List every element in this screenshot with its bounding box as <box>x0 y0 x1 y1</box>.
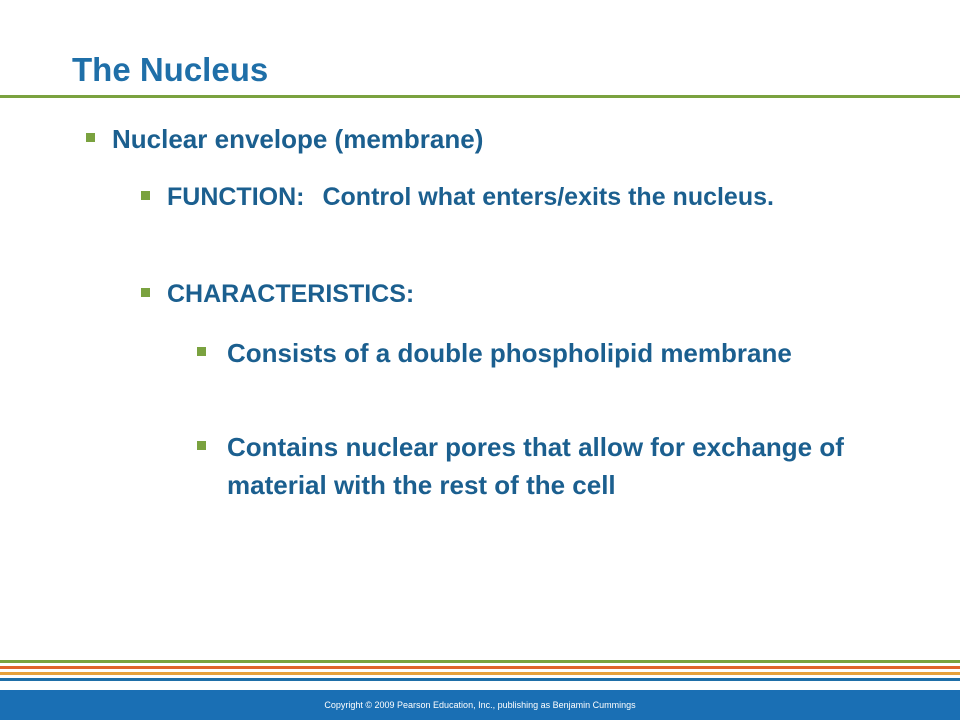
square-bullet-icon <box>141 288 150 297</box>
square-bullet-icon <box>86 133 95 142</box>
bullet-function <box>167 178 807 216</box>
copyright-text: Copyright © 2009 Pearson Education, Inc., publishing as Benjamin Cummings <box>324 700 636 710</box>
bullet-nuclear-envelope <box>112 120 892 158</box>
square-bullet-icon <box>141 191 150 200</box>
bullet-double-membrane <box>227 334 867 372</box>
square-bullet-icon <box>197 441 206 450</box>
square-bullet-icon <box>197 347 206 356</box>
bullet-text: Consists of a double phospholipid membrane <box>227 338 792 368</box>
stripe-blue <box>0 678 960 681</box>
stripe-green <box>0 660 960 663</box>
characteristics-label: CHARACTERISTICS: <box>167 280 415 308</box>
title-divider <box>0 95 960 98</box>
bullet-text: Nuclear envelope (membrane) <box>112 124 484 154</box>
function-label: FUNCTION: <box>167 183 305 211</box>
footer-bar <box>0 690 960 720</box>
stripe-orange <box>0 666 960 669</box>
function-text: Control what enters/exits the nucleus. <box>322 183 774 211</box>
bullet-text: Contains nuclear pores that allow for exchange of material with the rest of the cell <box>227 432 844 500</box>
bullet-nuclear-pores <box>227 428 867 504</box>
slide-title: The Nucleus <box>72 51 269 88</box>
stripe-yellow <box>0 672 960 675</box>
bullet-characteristics <box>167 275 807 313</box>
